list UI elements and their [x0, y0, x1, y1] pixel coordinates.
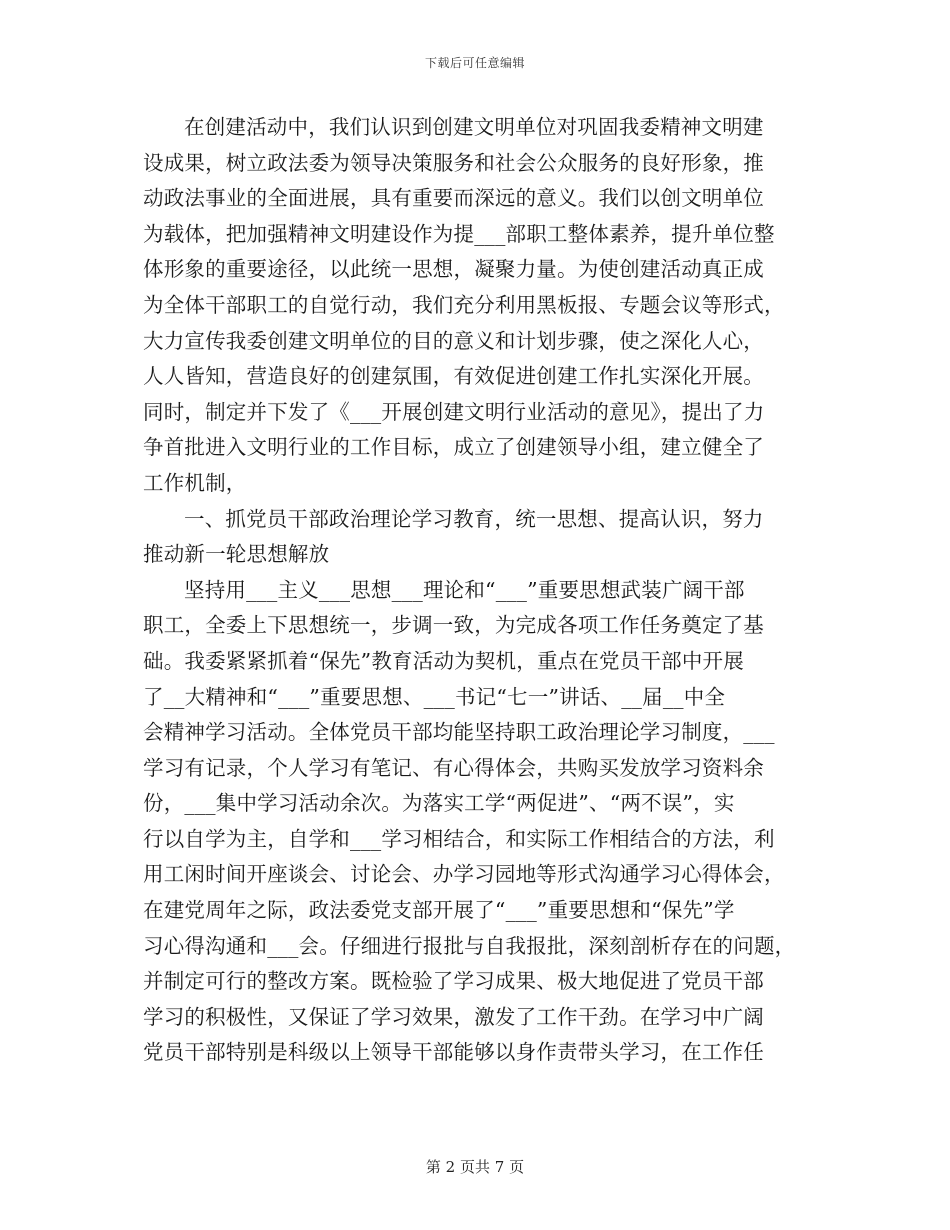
text-line: 设成果，树立政法委为领导决策服务和社会公众服务的良好形象，推 [143, 150, 764, 175]
section-heading: 一、抓党员干部政治理论学习教育，统一思想、提高认识，努力 [184, 506, 764, 531]
text-line: 党员干部特别是科级以上领导干部能够以身作责带头学习，在工作任 [143, 1040, 764, 1065]
document-body [143, 110, 821, 1071]
text-line: 了__大精神和“___”重要思想、___书记“七一”讲话、__届__中全 [143, 684, 726, 709]
text-line: 人人皆知，营造良好的创建氛围，有效促进创建工作扎实深化开展。 [143, 364, 764, 389]
text-line: 动政法事业的全面进展，具有重要而深远的意义。我们以创文明单位 [143, 186, 764, 211]
text-line: 础。我委紧紧抓着“保先”教育活动为契机，重点在党员干部中开展 [143, 648, 744, 673]
text-line: 学习的积极性，又保证了学习效果，激发了工作干劲。在学习中广阔 [143, 1004, 764, 1029]
page-header: 下载后可任意编辑 [424, 56, 525, 70]
text-line: 为全体干部职工的自觉行动，我们充分利用黑板报、专题会议等形式， [143, 292, 785, 317]
section-heading-continued: 推动新一轮思想解放 [143, 542, 330, 567]
text-line: 坚持用___主义___思想___理论和“___”重要思想武装广阔干部 [184, 577, 745, 602]
text-line: 争首批进入文明行业的工作目标，成立了创建领导小组，建立健全了 [143, 435, 764, 460]
text-line: 行以自学为主，自学和___学习相结合，和实际工作相结合的方法，利 [143, 826, 775, 851]
text-line: 会精神学习活动。全体党员干部均能坚持职工政治理论学习制度，___ [143, 720, 775, 745]
text-line: 并制定可行的整改方案。既检验了学习成果、极大地促进了党员干部 [143, 969, 764, 994]
text-line: 份，___集中学习活动余次。为落实工学“两促进”、“两不误”，实 [143, 791, 735, 816]
text-line: 同时，制定并下发了《___开展创建文明行业活动的意见》，提出了力 [143, 399, 765, 424]
text-line: 习心得沟通和___会。仔细进行报批与自我报批，深刻剖析存在的问题， [143, 933, 796, 958]
text-line: 工作机制， [143, 470, 247, 495]
text-line: 体形象的重要途径，以此统一思想，凝聚力量。为使创建活动真正成 [143, 257, 764, 282]
text-line: 用工闲时间开座谈会、讨论会、办学习园地等形式沟通学习心得体会， [143, 862, 785, 887]
text-line: 学习有记录，个人学习有笔记、有心得体会，共购买发放学习资料余 [143, 755, 764, 780]
text-line: 为载体，把加强精神文明建设作为提___部职工整体素养，提升单位整 [143, 221, 775, 246]
text-line: 大力宣传我委创建文明单位的目的意义和计划步骤，使之深化人心， [143, 328, 764, 353]
text-line: 在建党周年之际，政法委党支部开展了“___”重要思想和“保先”学 [143, 898, 735, 923]
page-number: 第 2 页共 7 页 [425, 1158, 525, 1176]
text-line: 职工，全委上下思想统一，步调一致，为完成各项工作任务奠定了基 [143, 613, 764, 638]
text-line: 在创建活动中，我们认识到创建文明单位对巩固我委精神文明建 [184, 115, 764, 139]
